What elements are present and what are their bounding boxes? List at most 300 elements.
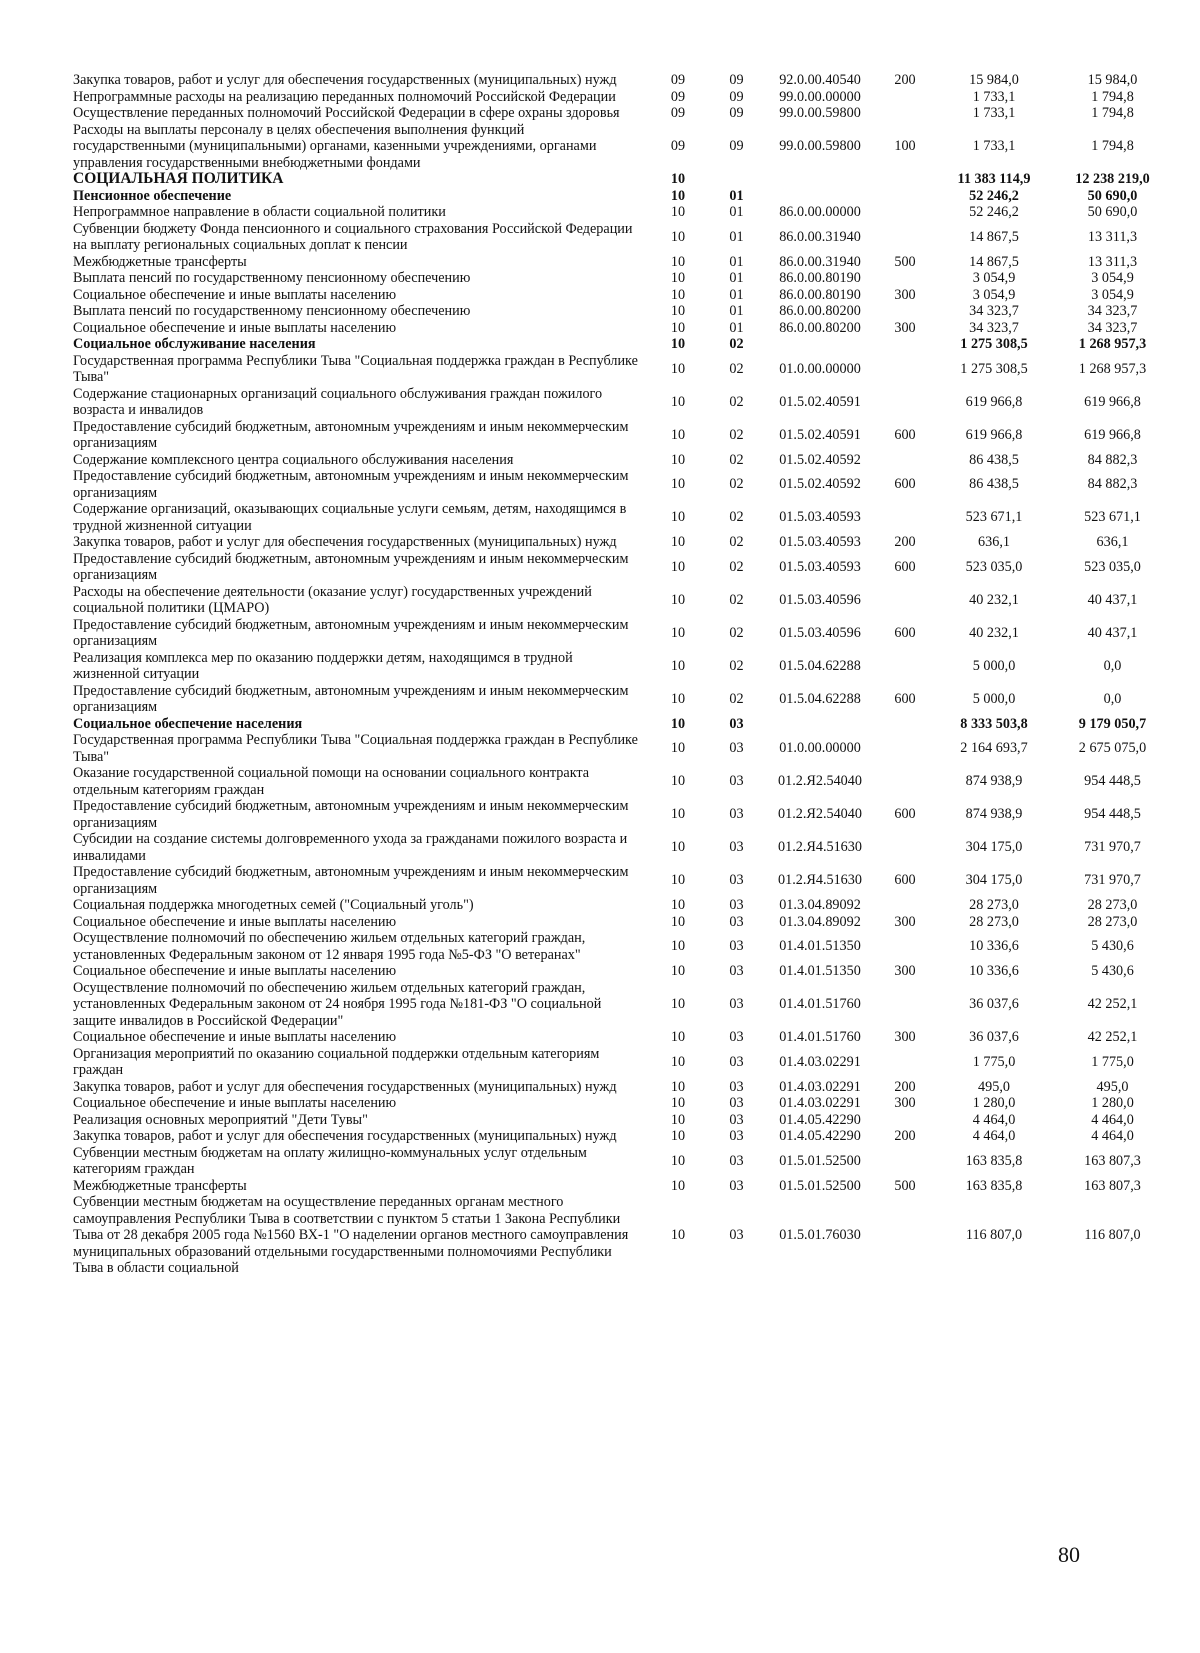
table-row [73,303,1172,320]
row-amount-year-2: 42 252,1 [1087,1029,1138,1045]
row-amount-year-2: 50 690,0 [1087,204,1138,220]
row-amount-year-1: 523 035,0 [965,558,1023,575]
row-subsection-code: 03 [729,1152,744,1169]
row-section-code: 10 [670,1111,686,1128]
row-target-article-code [765,171,875,188]
row-amount-year-1: 5 000,0 [972,690,1016,707]
row-section-code: 10 [670,657,686,674]
row-expense-type-code: 600 [894,872,916,889]
row-section-code: 09 [670,88,686,105]
row-section-code: 10 [670,204,686,220]
row-amount-year-1: 1 733,1 [972,105,1016,121]
table-row [73,171,1172,188]
row-name: Предоставление субсидий бюджетным, автономным учреждениям и иным некоммерческим организациям [73,682,629,715]
table-row [73,89,1172,106]
row-expense-type-code [875,204,935,221]
row-target-article-code: 01.4.01.51760 [779,996,861,1012]
row-name: Реализация комплекса мер по оказанию поддержки детям, находящимся в трудной жизненной ситуации [73,649,573,682]
row-expense-type-code [875,765,935,798]
row-target-article-code: 01.5.03.40593 [779,509,861,526]
table-row [73,1178,1172,1195]
row-expense-type-code [875,353,935,386]
row-target-article-code: 01.5.01.76030 [779,1227,861,1243]
row-section-code: 10 [670,228,686,245]
row-name: Предоставление субсидий бюджетным, автономным учреждениям и иным некоммерческим организациям [73,616,629,649]
row-section-code: 10 [670,187,686,204]
row-name: Реализация основных мероприятий "Дети Тувы" [73,1111,368,1128]
row-section-code: 10 [670,897,686,913]
row-section-code: 10 [670,1227,686,1243]
row-amount-year-2: 1 268 957,3 [1078,360,1147,377]
row-amount-year-2: 1 268 957,3 [1078,336,1147,352]
page-number: 80 [1058,1542,1080,1567]
budget-table [73,72,1172,1277]
row-subsection-code: 03 [729,806,744,823]
row-subsection-code: 09 [729,138,744,154]
row-amount-year-2: 2 675 075,0 [1078,740,1147,757]
row-name: Выплата пенсий по государственному пенсионному обеспечению [73,270,471,286]
row-target-article-code: 01.5.04.62288 [779,690,861,707]
row-expense-type-code: 600 [894,690,916,707]
row-name: Социальное обеспечение и иные выплаты населению [73,963,397,979]
row-name: Осуществление полномочий по обеспечению жильем отдельных категорий граждан, установленных Федеральным законом от 24 ноября 1995 года №181-ФЗ "О социальной защите инвалидов в Российской Федерации" [73,979,602,1029]
row-section-code: 10 [670,773,686,790]
row-section-code: 10 [670,624,686,641]
table-row [73,650,1172,683]
row-expense-type-code: 300 [894,1095,916,1111]
row-expense-type-code [875,386,935,419]
row-amount-year-2: 4 464,0 [1091,1111,1134,1128]
row-name: Закупка товаров, работ и услуг для обеспечения государственных (муниципальных) нужд [73,72,617,88]
row-expense-type-code: 600 [894,476,916,493]
row-expense-type-code: 100 [894,138,916,154]
row-name: Закупка товаров, работ и услуг для обеспечения государственных (муниципальных) нужд [73,534,617,550]
row-subsection-code: 03 [729,1029,744,1045]
row-amount-year-1: 10 336,6 [969,963,1019,979]
row-name: Социальное обеспечение и иные выплаты населению [73,319,397,336]
row-subsection-code: 02 [729,426,744,443]
table-row [73,1095,1172,1112]
row-expense-type-code [875,1145,935,1178]
row-target-article-code: 86.0.00.80190 [779,286,861,303]
table-row [73,864,1172,897]
table-row [73,1079,1172,1096]
row-target-article-code: 01.4.01.51350 [779,963,861,979]
row-expense-type-code: 300 [894,913,916,930]
row-section-code: 10 [670,1078,686,1095]
row-amount-year-2: 523 671,1 [1084,509,1141,526]
row-amount-year-1: 40 232,1 [969,624,1019,641]
row-expense-type-code [875,89,935,106]
row-expense-type-code: 600 [894,426,916,443]
row-section-code: 10 [670,360,686,377]
row-subsection-code: 03 [729,1128,744,1144]
table-row [73,254,1172,271]
row-expense-type-code [875,732,935,765]
row-name: Социальное обеспечение и иные выплаты населению [73,1095,397,1111]
row-name: Осуществление переданных полномочий Российской Федерации в сфере охраны здоровья [73,105,620,121]
row-expense-type-code [875,452,935,469]
row-subsection-code: 03 [729,1111,744,1128]
row-subsection-code: 01 [729,204,744,220]
row-section-code: 10 [670,319,686,336]
row-subsection-code: 03 [729,715,744,732]
row-amount-year-1: 15 984,0 [969,72,1019,88]
row-amount-year-2: 42 252,1 [1087,996,1138,1012]
row-subsection-code: 02 [729,558,744,575]
row-name: Субвенции местным бюджетам на оплату жилищно-коммунальных услуг отдельным категориям граждан [73,1144,587,1177]
row-subsection-code: 03 [729,773,744,790]
table-row [73,287,1172,304]
table-row [73,584,1172,617]
table-row [73,914,1172,931]
row-subsection-code: 09 [729,88,744,105]
row-target-article-code: 01.0.00.00000 [779,360,861,377]
row-amount-year-1: 52 246,2 [969,187,1019,204]
row-target-article-code: 01.4.05.42290 [779,1128,861,1144]
row-amount-year-1: 4 464,0 [972,1128,1016,1144]
row-name: Организация мероприятий по оказанию социальной поддержки отдельным категориям граждан [73,1045,600,1078]
row-subsection-code: 02 [729,690,744,707]
row-section-code: 09 [670,105,686,121]
row-amount-year-1: 3 054,9 [972,286,1016,303]
row-name: Социальное обеспечение и иные выплаты населению [73,286,397,303]
row-expense-type-code [875,1046,935,1079]
table-row [73,617,1172,650]
table-row [73,897,1172,914]
row-section-code: 10 [670,336,686,352]
row-amount-year-2: 1 794,8 [1091,138,1134,154]
table-row [73,1145,1172,1178]
row-subsection-code: 02 [729,657,744,674]
row-amount-year-1: 636,1 [978,534,1010,550]
row-section-code: 10 [670,451,686,468]
row-target-article-code: 01.5.01.52500 [779,1177,861,1194]
table-row [73,1029,1172,1046]
row-subsection-code: 02 [729,534,744,550]
row-subsection-code: 03 [729,1177,744,1194]
row-expense-type-code: 200 [894,1078,916,1095]
row-target-article-code: 01.4.03.02291 [779,1095,861,1111]
row-section-code: 10 [670,286,686,303]
row-name: Предоставление субсидий бюджетным, автономным учреждениям и иным некоммерческим организациям [73,864,629,897]
row-section-code: 10 [670,938,686,955]
row-name: Социальное обеспечение и иные выплаты населению [73,1029,397,1045]
row-expense-type-code: 500 [894,253,916,270]
row-amount-year-2: 163 807,3 [1084,1152,1141,1169]
row-amount-year-1: 4 464,0 [972,1111,1016,1128]
row-amount-year-2: 1 280,0 [1091,1095,1134,1111]
row-amount-year-2: 954 448,5 [1084,806,1141,823]
row-subsection-code: 03 [729,1053,744,1070]
row-name: Государственная программа Республики Тыва "Социальная поддержка граждан в Республике Тыва" [73,732,638,765]
row-amount-year-2: 116 807,0 [1084,1227,1141,1243]
row-amount-year-1: 874 938,9 [965,806,1023,823]
table-row [73,419,1172,452]
table-row [73,1194,1172,1277]
row-subsection-code: 02 [729,336,744,352]
row-target-article-code: 01.0.00.00000 [779,740,861,757]
row-name: Непрограммное направление в области социальной политики [73,204,446,220]
row-subsection-code: 09 [729,72,744,88]
row-name: Государственная программа Республики Тыва "Социальная поддержка граждан в Республике Тыва" [73,352,638,385]
row-subsection-code: 03 [729,839,744,856]
row-section-code: 10 [670,509,686,526]
row-section-code: 10 [670,534,686,550]
row-amount-year-2: 523 035,0 [1084,558,1141,575]
row-expense-type-code [875,1194,935,1277]
table-row [73,221,1172,254]
row-subsection-code: 03 [729,897,744,913]
row-amount-year-1: 116 807,0 [965,1227,1023,1243]
table-row [73,930,1172,963]
table-row [73,188,1172,205]
row-amount-year-2: 84 882,3 [1087,451,1138,468]
row-name: Расходы на обеспечение деятельности (оказание услуг) государственных учреждений социальной политики (ЦМАРО) [73,583,592,616]
row-section-code: 10 [670,1053,686,1070]
row-name: Пенсионное обеспечение [73,187,232,204]
row-subsection-code: 01 [729,228,744,245]
row-section-code: 10 [670,171,686,187]
row-name: Предоставление субсидий бюджетным, автономным учреждениям и иным некоммерческим организациям [73,798,629,831]
row-target-article-code: 01.5.02.40592 [779,476,861,493]
table-row [73,732,1172,765]
table-row [73,468,1172,501]
row-name: Оказание государственной социальной помощи на основании социального контракта отдельным категориям граждан [73,765,590,798]
row-subsection-code: 03 [729,1078,744,1095]
row-section-code: 10 [670,963,686,979]
row-name: СОЦИАЛЬНАЯ ПОЛИТИКА [73,170,284,187]
row-target-article-code: 99.0.00.59800 [779,105,861,121]
row-section-code: 10 [670,1095,686,1111]
row-expense-type-code [875,930,935,963]
row-amount-year-2: 1 794,8 [1091,88,1134,105]
row-section-code: 10 [670,303,686,319]
row-amount-year-1: 86 438,5 [969,451,1019,468]
row-target-article-code: 86.0.00.00000 [779,204,861,220]
row-amount-year-1: 40 232,1 [969,591,1019,608]
row-subsection-code: 02 [729,393,744,410]
row-amount-year-2: 731 970,7 [1084,839,1141,856]
row-name: Межбюджетные трансферты [73,1177,247,1194]
row-amount-year-1: 28 273,0 [969,913,1019,930]
row-amount-year-2: 13 311,3 [1087,253,1138,270]
row-amount-year-1: 36 037,6 [969,1029,1019,1045]
row-amount-year-2: 13 311,3 [1087,228,1138,245]
row-amount-year-2: 15 984,0 [1087,72,1138,88]
row-target-article-code: 01.4.01.51350 [779,938,861,955]
table-row [73,72,1172,89]
row-target-article-code: 01.4.01.51760 [779,1029,861,1045]
table-row [73,798,1172,831]
row-amount-year-2: 9 179 050,7 [1078,715,1147,732]
row-subsection-code: 01 [729,286,744,303]
row-section-code: 10 [670,715,686,732]
row-expense-type-code [875,221,935,254]
row-amount-year-2: 0,0 [1103,690,1122,707]
row-amount-year-2: 12 238 219,0 [1075,171,1150,187]
row-target-article-code: 01.5.03.40593 [779,534,861,550]
row-name: Предоставление субсидий бюджетным, автономным учреждениям и иным некоммерческим организациям [73,550,629,583]
row-target-article-code: 01.5.03.40593 [779,558,861,575]
row-section-code: 10 [670,690,686,707]
row-subsection-code: 09 [729,105,744,121]
row-subsection-code: 03 [729,996,744,1012]
row-target-article-code: 01.5.02.40591 [779,426,861,443]
table-row [73,501,1172,534]
row-expense-type-code [875,171,935,188]
row-expense-type-code: 600 [894,558,916,575]
row-amount-year-2: 34 323,7 [1087,303,1138,319]
row-expense-type-code: 300 [894,319,916,336]
row-subsection-code: 02 [729,509,744,526]
row-target-article-code: 01.5.01.52500 [779,1152,861,1169]
table-row [73,1128,1172,1145]
row-target-article-code: 01.4.03.02291 [779,1078,861,1095]
table-row [73,336,1172,353]
row-expense-type-code: 300 [894,286,916,303]
row-amount-year-1: 1 733,1 [972,138,1016,154]
row-amount-year-1: 3 054,9 [972,270,1016,286]
row-target-article-code: 01.3.04.89092 [779,897,861,913]
row-amount-year-1: 8 333 503,8 [960,715,1028,732]
row-subsection-code: 02 [729,451,744,468]
row-amount-year-2: 4 464,0 [1091,1128,1134,1144]
row-target-article-code: 86.0.00.80200 [779,319,861,336]
row-amount-year-1: 36 037,6 [969,996,1019,1012]
row-name: Субвенции местным бюджетам на осуществление переданных органам местного самоуправления Республики Тыва в соответствии с пунктом 5 статьи 1 Закона Республики Тыва от 28 декабря 2005 года №1560 ВХ-1 "О наделении органов местного самоуправления муниципальных образований отдельными государственными полномочиями Республики Тыва в области социальной [73,1194,629,1276]
row-amount-year-1: 304 175,0 [965,872,1023,889]
row-target-article-code: 86.0.00.80190 [779,270,861,286]
row-subsection-code: 01 [729,187,744,204]
table-row [73,270,1172,287]
row-name: Субвенции бюджету Фонда пенсионного и социального страхования Российской Федерации на выплату региональных социальных доплат к пенсии [73,220,633,253]
row-target-article-code: 01.2.Я4.51630 [778,872,862,889]
row-amount-year-2: 636,1 [1096,534,1129,550]
row-amount-year-2: 1 794,8 [1091,105,1134,121]
row-amount-year-2: 84 882,3 [1087,476,1138,493]
row-amount-year-2: 954 448,5 [1084,773,1141,790]
table-row [73,320,1172,337]
row-expense-type-code: 500 [894,1177,916,1194]
row-name: Закупка товаров, работ и услуг для обеспечения государственных (муниципальных) нужд [73,1078,617,1095]
row-target-article-code: 01.2.Я2.54040 [778,773,862,790]
row-target-article-code: 01.5.03.40596 [779,591,861,608]
row-amount-year-1: 1 275 308,5 [960,336,1028,352]
row-amount-year-1: 874 938,9 [965,773,1023,790]
table-row [73,831,1172,864]
table-row [73,1112,1172,1129]
row-expense-type-code [875,897,935,914]
row-target-article-code [765,716,875,733]
row-target-article-code: 99.0.00.00000 [779,88,861,105]
row-subsection-code: 03 [729,1095,744,1111]
row-amount-year-2: 619 966,8 [1084,393,1141,410]
row-expense-type-code: 600 [894,806,916,823]
row-target-article-code: 92.0.00.40540 [779,72,861,88]
row-subsection-code: 02 [729,476,744,493]
row-section-code: 09 [670,72,686,88]
row-name: Расходы на выплаты персоналу в целях обеспечения выполнения функций государственными (муниципальными) органами, казенными учреждениями, органами управления государственными внебюджетными фондами [73,121,597,171]
row-name: Социальное обеспечение населения [73,715,303,732]
row-expense-type-code: 200 [894,72,916,88]
row-amount-year-1: 52 246,2 [969,204,1019,220]
row-amount-year-1: 86 438,5 [969,476,1019,493]
table-row [73,980,1172,1030]
row-target-article-code: 01.2.Я4.51630 [778,839,862,856]
row-section-code: 10 [670,253,686,270]
row-amount-year-2: 40 437,1 [1087,591,1138,608]
row-subsection-code: 02 [729,624,744,641]
row-amount-year-1: 14 867,5 [969,228,1019,245]
row-target-article-code: 99.0.00.59800 [779,138,861,154]
row-section-code: 10 [670,270,686,286]
row-amount-year-1: 11 383 114,9 [957,171,1031,187]
table-row [73,105,1172,122]
row-amount-year-2: 1 775,0 [1091,1053,1134,1070]
row-expense-type-code [875,336,935,353]
row-name: Предоставление субсидий бюджетным, автономным учреждениям и иным некоммерческим организациям [73,418,629,451]
row-section-code: 10 [670,1029,686,1045]
row-expense-type-code: 300 [894,963,916,979]
row-target-article-code: 86.0.00.31940 [779,228,861,245]
row-amount-year-1: 2 164 693,7 [960,740,1028,757]
table-row [73,122,1172,172]
row-section-code: 10 [670,591,686,608]
row-amount-year-1: 5 000,0 [972,657,1016,674]
row-amount-year-2: 5 430,6 [1091,938,1134,955]
table-body [73,72,1172,1277]
row-section-code: 10 [670,806,686,823]
row-target-article-code: 01.5.02.40592 [779,451,861,468]
row-section-code: 10 [670,476,686,493]
row-amount-year-2: 5 430,6 [1091,963,1134,979]
table-row [73,1046,1172,1079]
row-target-article-code: 86.0.00.31940 [779,253,861,270]
row-amount-year-1: 28 273,0 [969,897,1019,913]
row-expense-type-code: 200 [894,1128,916,1144]
row-name: Выплата пенсий по государственному пенсионному обеспечению [73,303,471,319]
row-amount-year-1: 619 966,8 [965,426,1023,443]
table-row [73,534,1172,551]
row-target-article-code [765,336,875,353]
table-row [73,963,1172,980]
row-name: Субсидии на создание системы долговременного ухода за гражданами пожилого возраста и инвалидами [73,831,628,864]
row-section-code: 10 [670,1152,686,1169]
row-section-code: 10 [670,872,686,889]
row-section-code: 09 [670,138,686,154]
row-amount-year-1: 14 867,5 [969,253,1019,270]
row-target-article-code: 86.0.00.80200 [779,303,861,319]
row-subsection-code [708,171,765,188]
row-name: Закупка товаров, работ и услуг для обеспечения государственных (муниципальных) нужд [73,1128,617,1144]
row-name: Содержание стационарных организаций социального обслуживания граждан пожилого возраста и инвалидов [73,385,603,418]
table-row [73,683,1172,716]
row-amount-year-1: 34 323,7 [969,303,1019,319]
row-expense-type-code [875,501,935,534]
table-row [73,353,1172,386]
row-subsection-code: 01 [729,303,744,319]
row-section-code: 10 [670,996,686,1012]
row-amount-year-1: 304 175,0 [965,839,1023,856]
row-name: Социальное обеспечение и иные выплаты населению [73,913,397,930]
row-amount-year-2: 28 273,0 [1087,897,1138,913]
row-amount-year-2: 3 054,9 [1091,286,1134,303]
row-name: Осуществление полномочий по обеспечению жильем отдельных категорий граждан, установленных Федеральным законом от 12 января 1995 года №5-ФЗ "О ветеранах" [73,930,586,963]
row-subsection-code: 01 [729,253,744,270]
row-subsection-code: 03 [729,938,744,955]
table-row [73,386,1172,419]
